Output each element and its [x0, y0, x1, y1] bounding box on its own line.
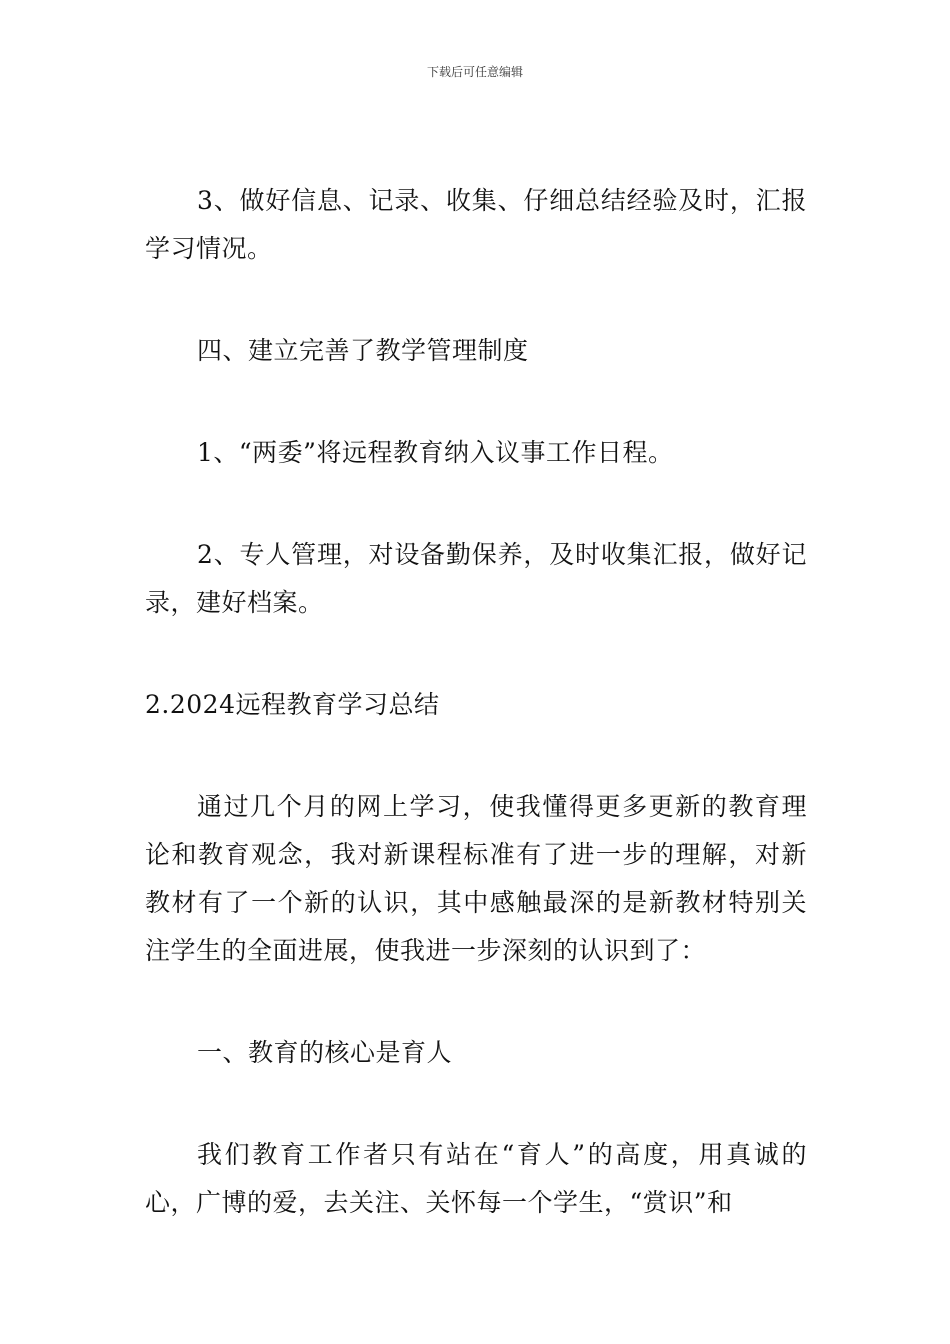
- paragraph-item-2: 2、专人管理，对设备勤保养，及时收集汇报，做好记录，建好档案。: [145, 540, 807, 617]
- document-body: [145, 177, 807, 1227]
- paragraph-gap: [145, 975, 807, 1029]
- body-paragraph: 我们教育工作者只有站在“育人”的高度，用真诚的心，广博的爱，去关注、关怀每一个学生，“赏识”和: [145, 1140, 807, 1217]
- paragraph-gap: [145, 1077, 807, 1131]
- paragraph-item-1: 1、“两委”将远程教育纳入议事工作日程。: [197, 438, 674, 467]
- paragraph-gap: [145, 729, 807, 783]
- section-heading-4: 四、建立完善了教学管理制度: [197, 336, 529, 365]
- article-title: 2.2024远程教育学习总结: [145, 690, 440, 719]
- paragraph-gap: [145, 375, 807, 429]
- intro-paragraph: 通过几个月的网上学习，使我懂得更多更新的教育理论和教育观念，我对新课程标准有了进一步的理解，对新教材有了一个新的认识，其中感触最深的是新教材特别关注学生的全面进展，使我进一步深刻的认识到了：: [145, 792, 807, 965]
- section-heading-1: 一、教育的核心是育人: [197, 1038, 453, 1067]
- paragraph-gap: [145, 477, 807, 531]
- paragraph-item-3: 3、做好信息、记录、收集、仔细总结经验及时，汇报学习情况。: [145, 186, 807, 263]
- page-header: 下载后可任意编辑: [426, 65, 523, 79]
- paragraph-gap: [145, 627, 807, 681]
- paragraph-gap: [145, 273, 807, 327]
